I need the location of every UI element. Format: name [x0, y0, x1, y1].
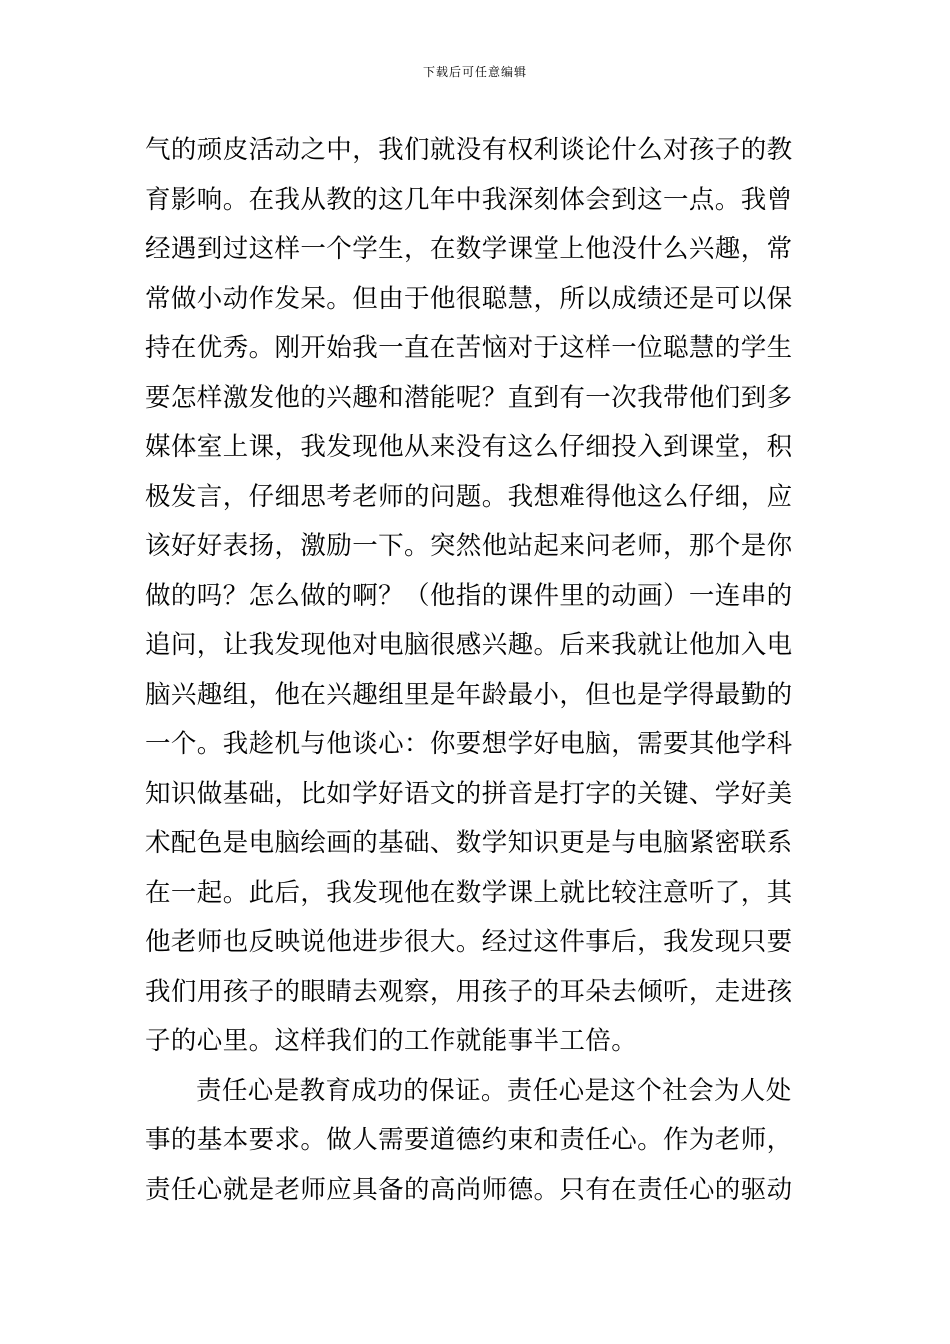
text-line: 我们用孩子的眼睛去观察，用孩子的耳朵去倾听，走进孩 — [145, 976, 793, 1007]
text-line: 气的顽皮活动之中，我们就没有权利谈论什么对孩子的教 — [145, 135, 793, 165]
text-line: 常做小动作发呆。但由于他很聪慧，所以成绩还是可以保 — [145, 283, 793, 314]
text-line: 在一起。此后，我发现他在数学课上就比较注意听了，其 — [145, 877, 793, 908]
text-line: 经遇到过这样一个学生，在数学课堂上他没什么兴趣，常 — [145, 234, 793, 264]
text-line: 他老师也反映说他进步很大。经过这件事后，我发现只要 — [145, 927, 793, 957]
text-line: 媒体室上课，我发现他从来没有这么仔细投入到课堂，积 — [145, 432, 793, 462]
document-body — [145, 126, 809, 1215]
paragraph-2 — [145, 1067, 809, 1216]
text-line: 该好好表扬，激励一下。突然他站起来问老师，那个是你 — [145, 531, 793, 561]
text-line: 事的基本要求。做人需要道德约束和责任心。作为老师， — [145, 1125, 793, 1155]
text-line: 脑兴趣组，他在兴趣组里是年龄最小，但也是学得最勤的 — [145, 679, 793, 710]
page-header: 下载后可任意编辑 — [422, 65, 527, 79]
text-line: 子的心里。这样我们的工作就能事半工倍。 — [145, 1026, 638, 1056]
text-line: 术配色是电脑绘画的基础、数学知识更是与电脑紧密联系 — [145, 828, 793, 858]
text-line: 持在优秀。刚开始我一直在苦恼对于这样一位聪慧的学生 — [145, 333, 793, 363]
text-line: 极发言，仔细思考老师的问题。我想难得他这么仔细，应 — [145, 481, 793, 512]
text-line: 知识做基础，比如学好语文的拼音是打字的关键、学好美 — [145, 778, 793, 809]
text-line: 一个。我趁机与他谈心：你要想学好电脑，需要其他学科 — [145, 729, 793, 759]
text-line: 育影响。在我从教的这几年中我深刻体会到这一点。我曾 — [145, 184, 793, 215]
text-line: 做的吗？怎么做的啊？（他指的课件里的动画）一连串的 — [145, 580, 793, 611]
text-line: 要怎样激发他的兴趣和潜能呢？直到有一次我带他们到多 — [145, 382, 793, 413]
text-line: 责任心就是老师应具备的高尚师德。只有在责任心的驱动 — [145, 1174, 793, 1205]
text-line: 责任心是教育成功的保证。责任心是这个社会为人处 — [196, 1075, 792, 1106]
text-line: 追问，让我发现他对电脑很感兴趣。后来我就让他加入电 — [145, 630, 793, 660]
paragraph-1 — [145, 126, 809, 1067]
